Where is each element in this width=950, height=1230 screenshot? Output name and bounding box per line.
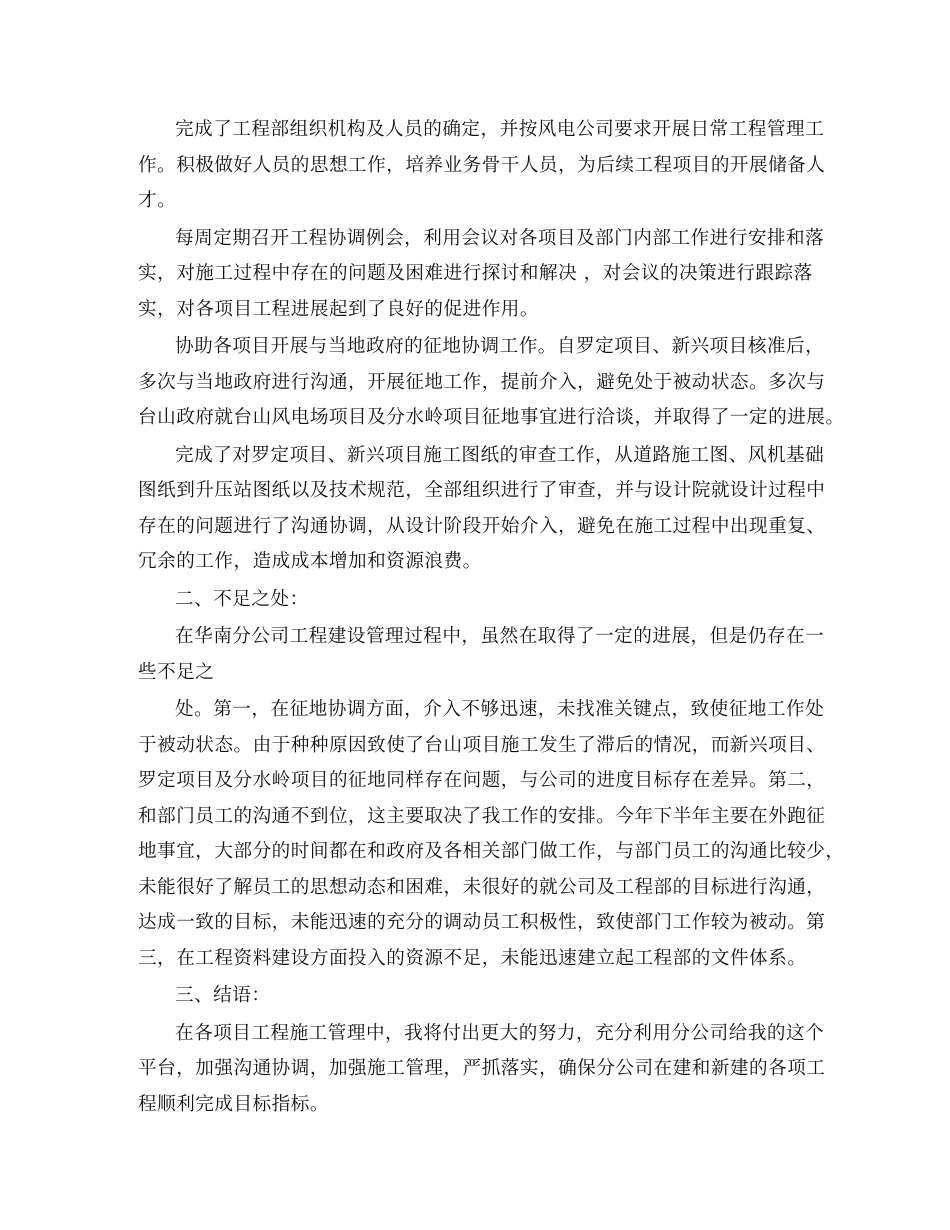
paragraph-line: 作。积极做好人员的思想工作，培养业务骨干人员，为后续工程项目的开展储备人 [138,154,826,176]
paragraph-line: 台山政府就台山风电场项目及分水岭项目征地事宜进行洽谈，并取得了一定的进展。 [138,407,845,428]
paragraph-line: 在华南分公司工程建设管理过程中，虽然在取得了一定的进展，但是仍存在一 [175,626,825,647]
paragraph-line: 冗余的工作，造成成本增加和资源浪费。 [138,551,482,572]
paragraph-line: 未能很好了解员工的思想动态和困难，未很好的就公司及工程部的目标进行沟通， [138,876,826,898]
paragraph-line: 每周定期召开工程协调例会，利用会议对各项目及部门内部工作进行安排和落 [175,227,825,249]
paragraph-line: 协助各项目开展与当地政府的征地协调工作。自罗定项目、新兴项目核准后， [175,336,825,357]
paragraph-line: 些不足之 [138,661,215,683]
paragraph-drawing-review [138,438,826,580]
paragraph-line: 达成一致的目标，未能迅速的充分的调动员工积极性，致使部门工作较为被动。第 [138,912,826,933]
paragraph-line: 实，对各项目工程进展起到了良好的促进作用。 [138,298,539,320]
paragraph-line: 地事宜，大部分的时间都在和政府及各相关部门做工作，与部门员工的沟通比较少， [138,841,845,862]
paragraph-conclusion [138,1016,826,1123]
paragraph-weekly-meeting [138,221,825,328]
paragraph-line: 多次与当地政府进行沟通，开展征地工作，提前介入，避免处于被动状态。多次与 [138,371,826,393]
section-heading: 二、不足之处： [175,588,309,610]
paragraph-line: 于被动状态。由于种种原因致使了台山项目施工发生了滞后的情况，而新兴项目、 [138,734,826,756]
section-heading: 三、结语： [175,985,271,1006]
paragraph-line: 程顺利完成目标指标。 [138,1093,329,1115]
paragraph-line: 平台，加强沟通协调，加强施工管理，严抓落实，确保分公司在建和新建的各项工 [138,1058,826,1079]
paragraph-line: 存在的问题进行了沟通协调，从设计阶段开始介入，避免在施工过程中出现重复、 [138,515,826,537]
paragraph-shortcomings-detail [138,692,845,976]
paragraph-line: 才。 [138,190,177,211]
paragraph-line: 图纸到升压站图纸以及技术规范，全部组织进行了审查，并与设计院就设计过程中 [138,480,826,501]
paragraph-line: 完成了工程部组织机构及人员的确定，并按风电公司要求开展日常工程管理工 [175,119,825,140]
paragraph-line: 完成了对罗定项目、新兴项目施工图纸的审查工作，从道路施工图、风机基础 [175,444,825,466]
paragraph-engineering-dept-setup [138,112,826,219]
paragraph-line: 在各项目工程施工管理中，我将付出更大的努力，充分利用分公司给我的这个 [175,1022,825,1044]
paragraph-line: 罗定项目及分水岭项目的征地同样存在问题，与公司的进度目标存在差异。第二， [138,770,826,791]
document-body [138,112,845,1122]
paragraph-shortcomings-intro [138,619,825,690]
paragraph-line: 实，对施工过程中存在的问题及困难进行探讨和解决 ，对会议的决策进行跟踪落 [138,263,813,284]
paragraph-line: 和部门员工的沟通不到位，这主要取决了我工作的安排。今年下半年主要在外跑征 [138,805,826,827]
paragraph-line: 处。第一，在征地协调方面，介入不够迅速，未找准关键点，致使征地工作处 [175,699,825,720]
paragraph-land-coordination [138,329,845,436]
section-heading-conclusion [138,978,814,1014]
section-heading-shortcomings [138,582,814,618]
paragraph-line: 三，在工程资料建设方面投入的资源不足，未能迅速建立起工程部的文件体系。 [138,947,807,969]
